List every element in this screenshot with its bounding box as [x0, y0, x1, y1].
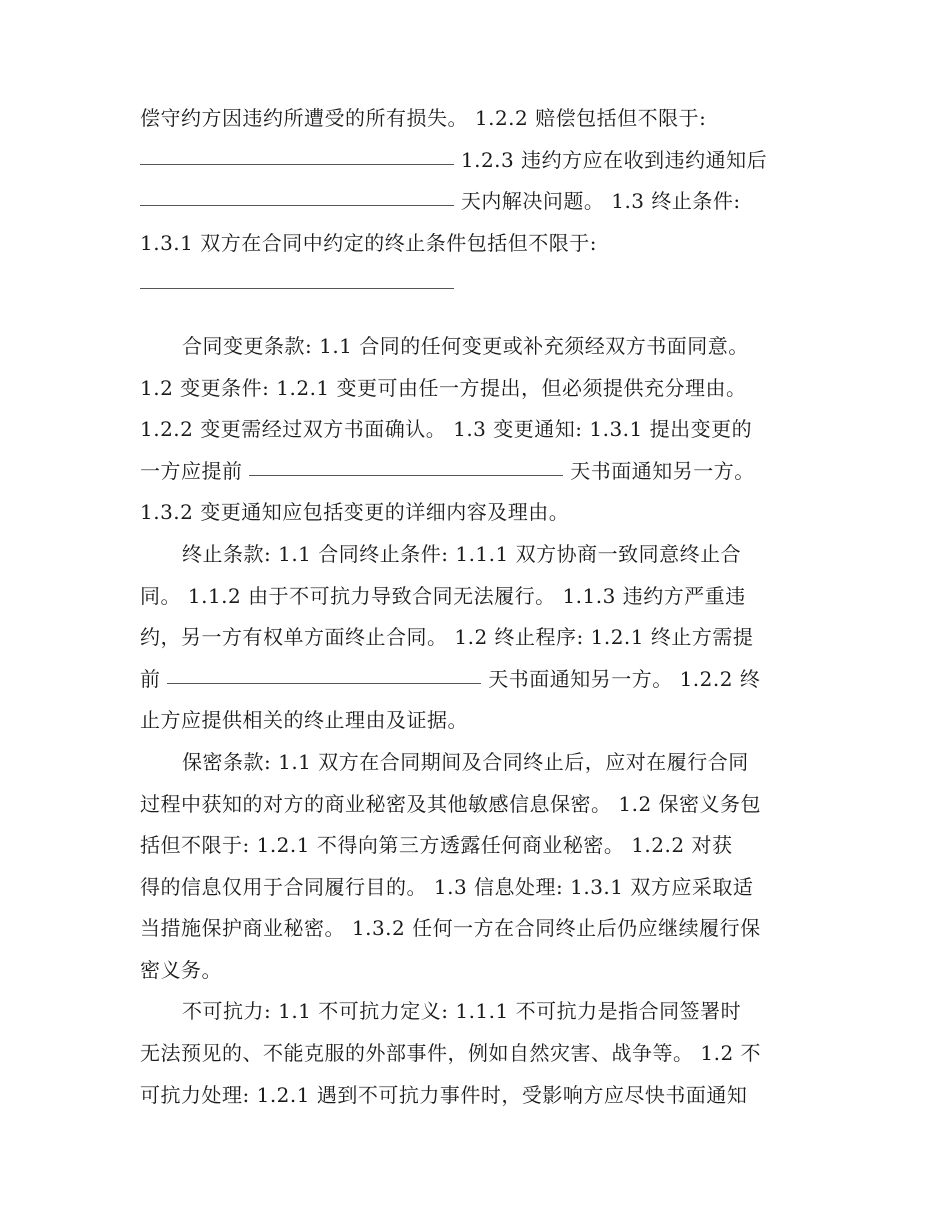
text-line: 一方应提前 天书面通知另一方。 [140, 458, 755, 483]
document-page [140, 98, 812, 1116]
fill-in-blank [140, 287, 454, 289]
text-line: 过程中获知的对方的商业秘密及其他敏感信息保密。 1.2 保密义务包 [140, 791, 762, 816]
fill-in-blank [140, 163, 454, 165]
text-line: 1.2 变更条件: 1.2.1 变更可由任一方提出，但必须提供充分理由。 [140, 375, 747, 400]
text-line: 1.3.2 变更通知应包括变更的详细内容及理由。 [140, 500, 570, 525]
text-line: 括但不限于: 1.2.1 不得向第三方透露任何商业秘密。 1.2.2 对获 [140, 833, 733, 858]
text-line: 约，另一方有权单方面终止合同。 1.2 终止程序: 1.2.1 终止方需提 [140, 625, 754, 650]
text-line [140, 264, 812, 306]
text-line: 偿守约方因违约所遭受的所有损失。 1.2.2 赔偿包括但不限于: [140, 106, 707, 130]
paragraph-start: 合同变更条款: 1.1 合同的任何变更或补充须经双方书面同意。 [182, 333, 749, 358]
fill-in-blank [140, 204, 454, 206]
text-line: 止方应提供相关的终止理由及证据。 [140, 708, 468, 733]
text-line: 1.3.1 双方在合同中约定的终止条件包括但不限于: [140, 230, 597, 255]
paragraph-start: 保密条款: 1.1 双方在合同期间及合同终止后，应对在履行合同 [182, 749, 749, 774]
text-line: 前 天书面通知另一方。 1.2.2 终 [140, 666, 761, 691]
fill-in-blank [249, 474, 563, 476]
paragraph-start: 不可抗力: 1.1 不可抗力定义: 1.1.1 不可抗力是指合同签署时 [182, 999, 742, 1024]
text-line: 天内解决问题。 1.3 终止条件: [140, 181, 812, 223]
text-line: 可抗力处理: 1.2.1 遇到不可抗力事件时，受影响方应尽快书面通知 [140, 1082, 748, 1107]
text-line: 1.2.3 违约方应在收到违约通知后 [140, 140, 812, 182]
text-line: 无法预见的、不能克服的外部事件，例如自然灾害、战争等。 1.2 不 [140, 1041, 762, 1066]
text-line: 当措施保护商业秘密。 1.3.2 任何一方在合同终止后仍应继续履行保 [140, 916, 761, 941]
text-line: 1.2.2 变更需经过双方书面确认。 1.3 变更通知: 1.3.1 提出变更的 [140, 417, 753, 442]
text-line: 密义务。 [140, 957, 222, 982]
fill-in-blank [167, 682, 481, 684]
text-line: 得的信息仅用于合同履行目的。 1.3 信息处理: 1.3.1 双方应采取适 [140, 874, 754, 899]
paragraph-start: 终止条款: 1.1 合同终止条件: 1.1.1 双方协商一致同意终止合 [182, 541, 742, 566]
text-line: 同。 1.1.2 由于不可抗力导致合同无法履行。 1.1.3 违约方严重违 [140, 583, 746, 608]
